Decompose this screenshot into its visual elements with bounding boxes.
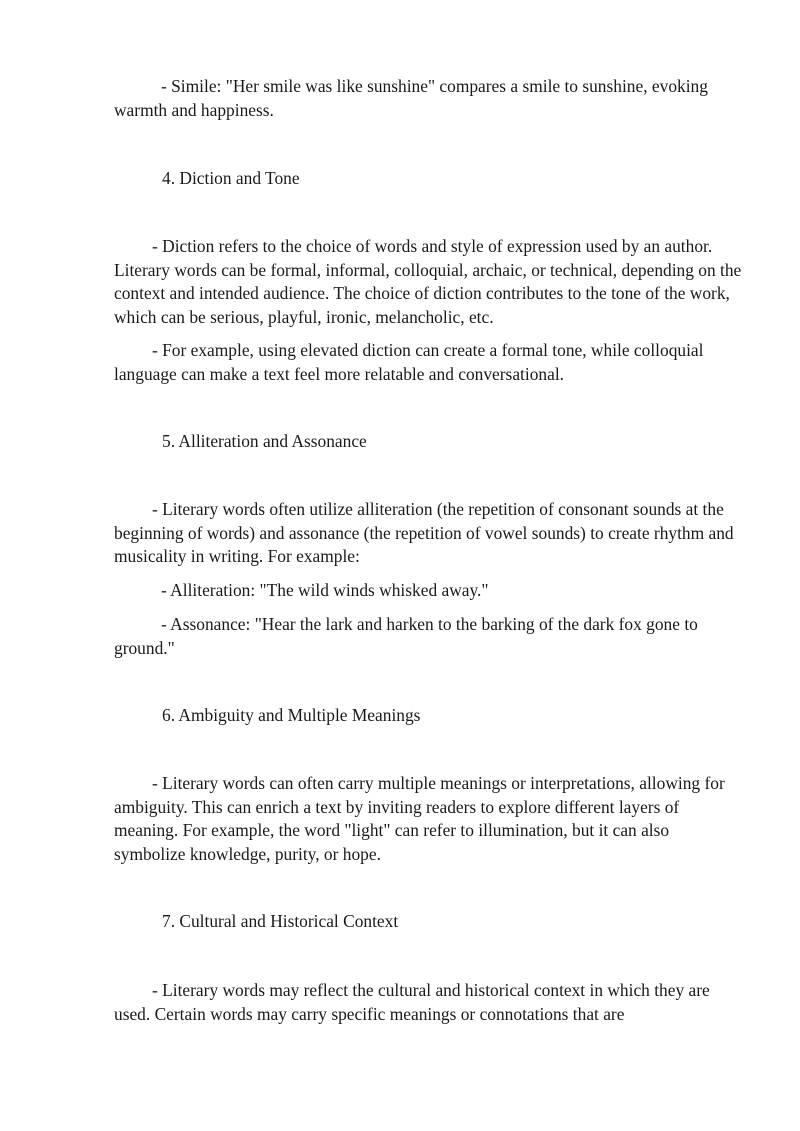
cultural-paragraph: - Literary words may reflect the cultural and historical context in which they are used. Certain words may carry specific meanings or connotations that are xyxy=(114,980,710,1024)
assonance-example: - Assonance: "Hear the lark and harken to the barking of the dark fox gone to ground." xyxy=(114,614,698,658)
diction-paragraph: - Diction refers to the choice of words and style of expression used by an author. Literary words can be formal, informal, colloquial, archaic, or technical, depending on the context and intended audience. The choice of diction contributes to the tone of the work, which can be serious, playful, ironic, melancholic, etc. xyxy=(114,236,742,327)
simile-example: - Simile: "Her smile was like sunshine" compares a smile to sunshine, evoking warmth and happiness. xyxy=(114,76,708,120)
ambiguity-paragraph: - Literary words can often carry multiple meanings or interpretations, allowing for ambiguity. This can enrich a text by inviting readers to explore different layers of meaning. For example, the word "light" can refer to illumination, but it can also symbolize knowledge, purity, or hope. xyxy=(114,773,725,864)
section-heading-ambiguity: 6. Ambiguity and Multiple Meanings xyxy=(162,705,421,725)
section-heading-cultural-context: 7. Cultural and Historical Context xyxy=(162,911,399,931)
section-heading-diction-tone: 4. Diction and Tone xyxy=(162,168,300,188)
alliteration-example: - Alliteration: "The wild winds whisked away." xyxy=(161,580,489,600)
alliteration-paragraph: - Literary words often utilize alliteration (the repetition of consonant sounds at the beginning of words) and assonance (the repetition of vowel sounds) to create rhythm and musicality in writing. For example: xyxy=(114,499,734,566)
section-heading-alliteration-assonance: 5. Alliteration and Assonance xyxy=(162,431,367,451)
diction-example-paragraph: - For example, using elevated diction can create a formal tone, while colloquial language can make a text feel more relatable and conversational. xyxy=(114,340,704,384)
